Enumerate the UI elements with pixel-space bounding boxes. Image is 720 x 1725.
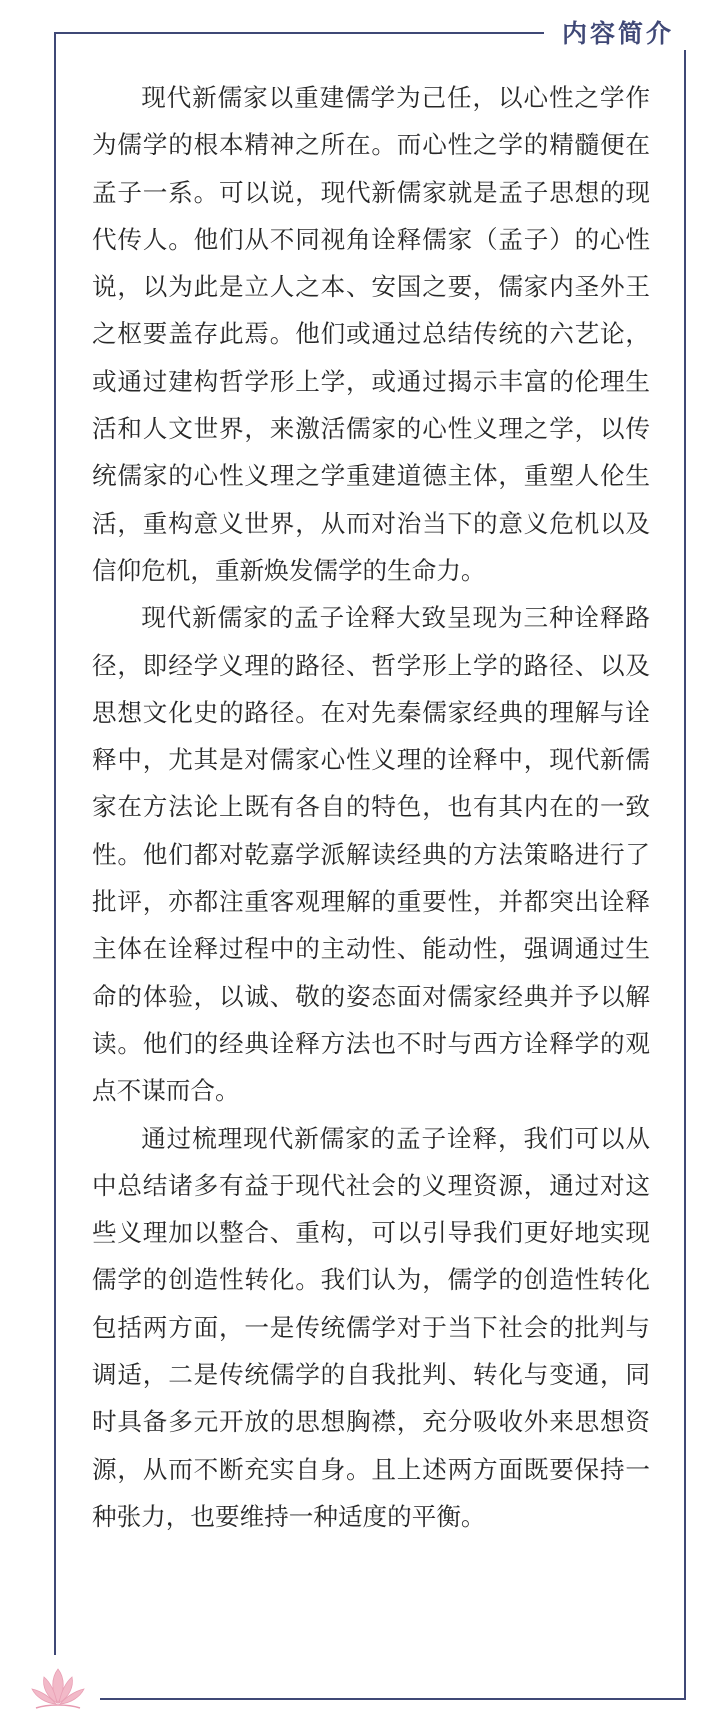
intro-text — [92, 74, 650, 1540]
title-box — [544, 14, 686, 50]
lotus-icon — [26, 1663, 90, 1715]
section-title: 内容简介 — [561, 19, 674, 48]
paragraph-1: 现代新儒家以重建儒学为己任，以心性之学作为儒学的根本精神之所在。而心性之学的精髓便在孟子一系。可以说，现代新儒家就是孟子思想的现代传人。他们从不同视角诠释儒家（孟子）的心性说，以为此是立人之本、安国之要，儒家内圣外王之枢要盖存此焉。他们或通过总结传统的六艺论，或通过建构哲学形上学，或通过揭示丰富的伦理生活和人文世界，来激活儒家的心性义理之学，以传统儒家的心性义理之学重建道德主体，重塑人伦生活，重构意义世界，从而对治当下的意义危机以及信仰危机，重新焕发儒学的生命力。 — [92, 83, 650, 585]
paragraph-2: 现代新儒家的孟子诠释大致呈现为三种诠释路径，即经学义理的路径、哲学形上学的路径、以及思想文化史的路径。在对先秦儒家经典的理解与诠释中，尤其是对儒家心性义理的诠释中，现代新儒家在方法论上既有各自的特色，也有其内在的一致性。他们都对乾嘉学派解读经典的方法策略进行了批评，亦都注重客观理解的重要性，并都突出诠释主体在诠释过程中的主动性、能动性，强调通过生命的体验，以诚、敬的姿态面对儒家经典并予以解读。他们的经典诠释方法也不时与西方诠释学的观点不谋而合。 — [92, 603, 650, 1106]
paragraph-3: 通过梳理现代新儒家的孟子诠释，我们可以从中总结诸多有益于现代社会的义理资源，通过对这些义理加以整合、重构，可以引导我们更好地实现儒学的创造性转化。我们认为，儒学的创造性转化包括两方面，一是传统儒学对于当下社会的批判与调适，二是传统儒学的自我批判、转化与变通，同时具备多元开放的思想胸襟，充分吸收外来思想资源，从而不断充实自身。且上述两方面既要保持一种张力，也要维持一种适度的平衡。 — [92, 1123, 650, 1531]
